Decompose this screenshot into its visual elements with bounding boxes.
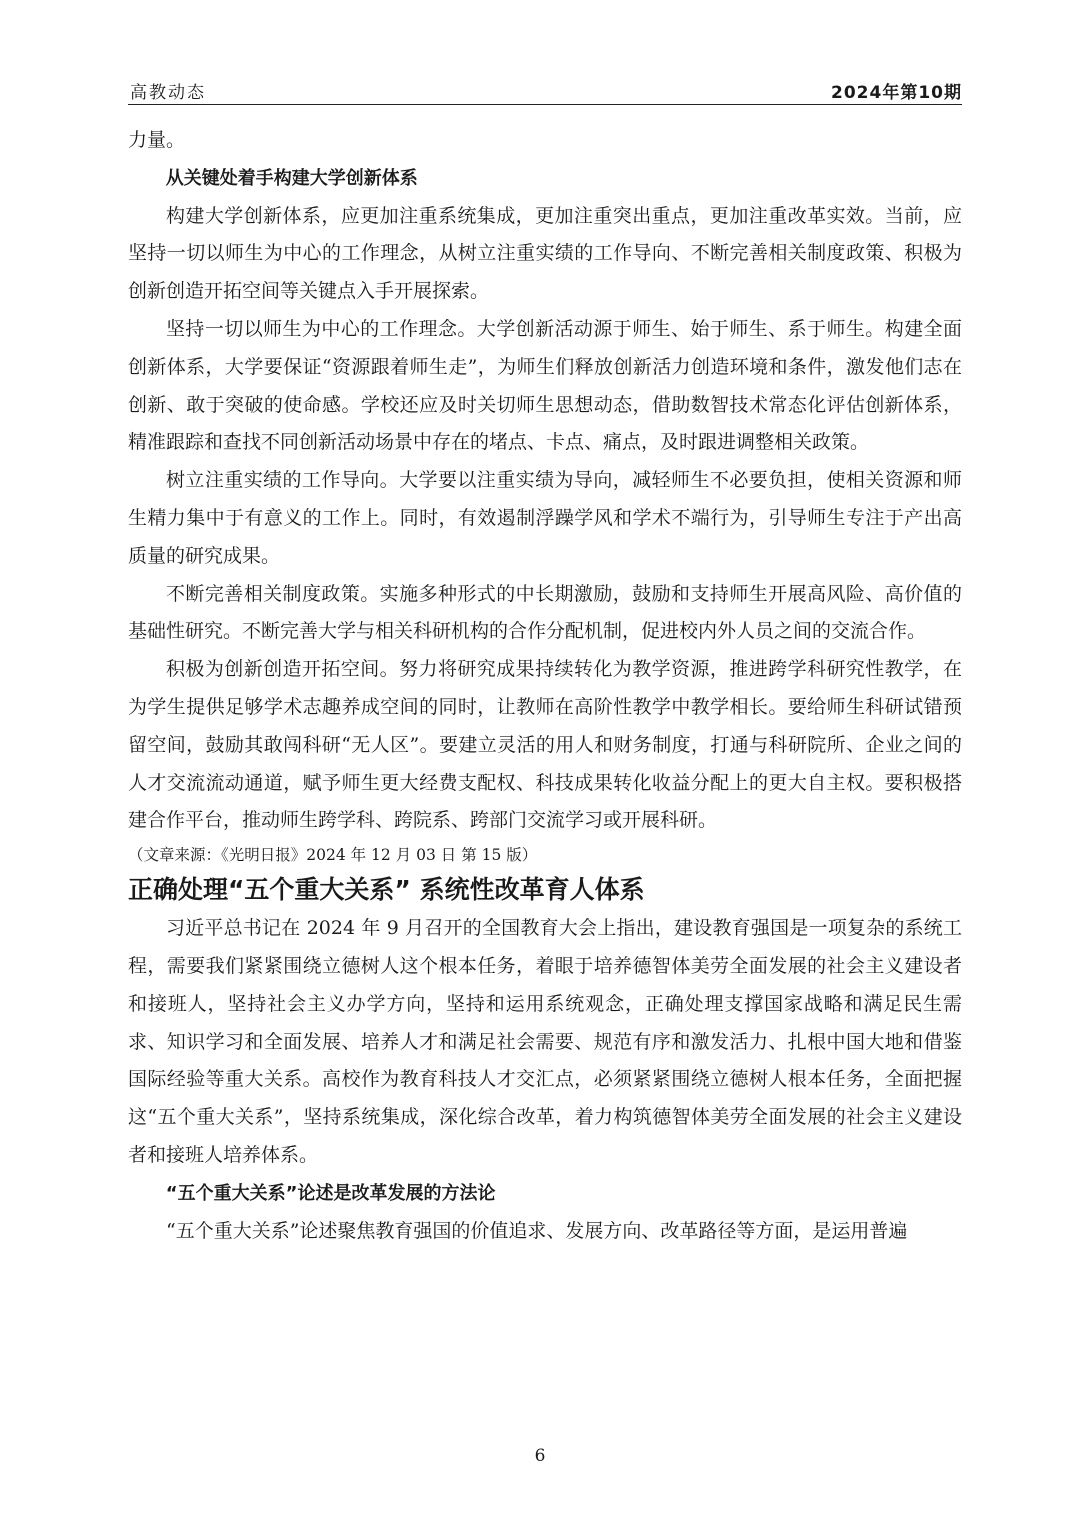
header-rule xyxy=(128,104,962,105)
page-number: 6 xyxy=(534,1446,546,1466)
body-paragraph: 坚持一切以师生为中心的工作理念。大学创新活动源于师生、始于师生、系于师生。构建全面创新体系，大学要保证“资源跟着师生走”，为师生们释放创新活力创造环境和条件，激发他们志在创新、敢于突破的使命感。学校还应及时关切师生思想动态，借助数智技术常态化评估创新体系，精准跟踪和查找不同创新活动场景中存在的堵点、卡点、痛点，及时跟进调整相关政策。 xyxy=(128,317,962,454)
article-title: 正确处理“五个重大关系” 系统性改革育人体系 xyxy=(128,875,645,905)
body-paragraph: “五个重大关系”论述聚焦教育强国的价值追求、发展方向、改革路径等方面，是运用普遍 xyxy=(166,1219,908,1242)
body-paragraph: 习近平总书记在 2024 年 9 月召开的全国教育大会上指出，建设教育强国是一项复杂的系统工程，需要我们紧紧围绕立德树人这个根本任务，着眼于培养德智体美劳全面发展的社会主义建设者和接班人，坚持社会主义办学方向，坚持和运用系统观念，正确处理支撑国家战略和满足民生需求、知识学习和全面发展、培养人才和满足社会需要、规范有序和激发活力、扎根中国大地和借鉴国际经验等重大关系。高校作为教育科技人才交汇点，必须紧紧围绕立德树人根本任务，全面把握这“五个重大关系”，坚持系统集成，深化综合改革，着力构筑德智体美劳全面发展的社会主义建设者和接班人培养体系。 xyxy=(128,917,962,1166)
issue-label: 2024年第10期 xyxy=(831,83,962,103)
body-paragraph: 积极为创新创造开拓空间。努力将研究成果持续转化为教学资源，推进跨学科研究性教学，在为学生提供足够学术志趣养成空间的同时，让教师在高阶性教学中教学相长。要给师生科研试错预留空间，鼓励其敢闯科研“无人区”。要建立灵活的用人和财务制度，打通与科研院所、企业之间的人才交流流动通道，赋予师生更大经费支配权、科技成果转化收益分配上的更大自主权。要积极搭建合作平台，推动师生跨学科、跨院系、跨部门交流学习或开展科研。 xyxy=(128,658,962,832)
running-header xyxy=(128,76,962,106)
section-heading: “五个重大关系”论述是改革发展的方法论 xyxy=(165,1182,496,1204)
page-content xyxy=(128,122,962,1250)
body-paragraph: 构建大学创新体系，应更加注重系统集成，更加注重突出重点，更加注重改革实效。当前，应坚持一切以师生为中心的工作理念，从树立注重实绩的工作导向、不断完善相关制度政策、积极为创新创造开拓空间等关键点入手开展探索。 xyxy=(128,204,962,303)
article-source: （文章来源：《光明日报》2024 年 12 月 03 日 第 15 版） xyxy=(128,846,538,865)
body-paragraph: 不断完善相关制度政策。实施多种形式的中长期激励，鼓励和支持师生开展高风险、高价值的基础性研究。不断完善大学与相关科研机构的合作分配机制，促进校内外人员之间的交流合作。 xyxy=(128,582,962,643)
body-paragraph: 树立注重实绩的工作导向。大学要以注重实绩为导向，减轻师生不必要负担，使相关资源和师生精力集中于有意义的工作上。同时，有效遏制浮躁学风和学术不端行为，引导师生专注于产出高质量的研究成果。 xyxy=(128,469,962,567)
journal-name: 高教动态 xyxy=(130,83,206,103)
section-heading: 从关键处着手构建大学创新体系 xyxy=(165,167,418,189)
continuation-text: 力量。 xyxy=(128,129,186,151)
